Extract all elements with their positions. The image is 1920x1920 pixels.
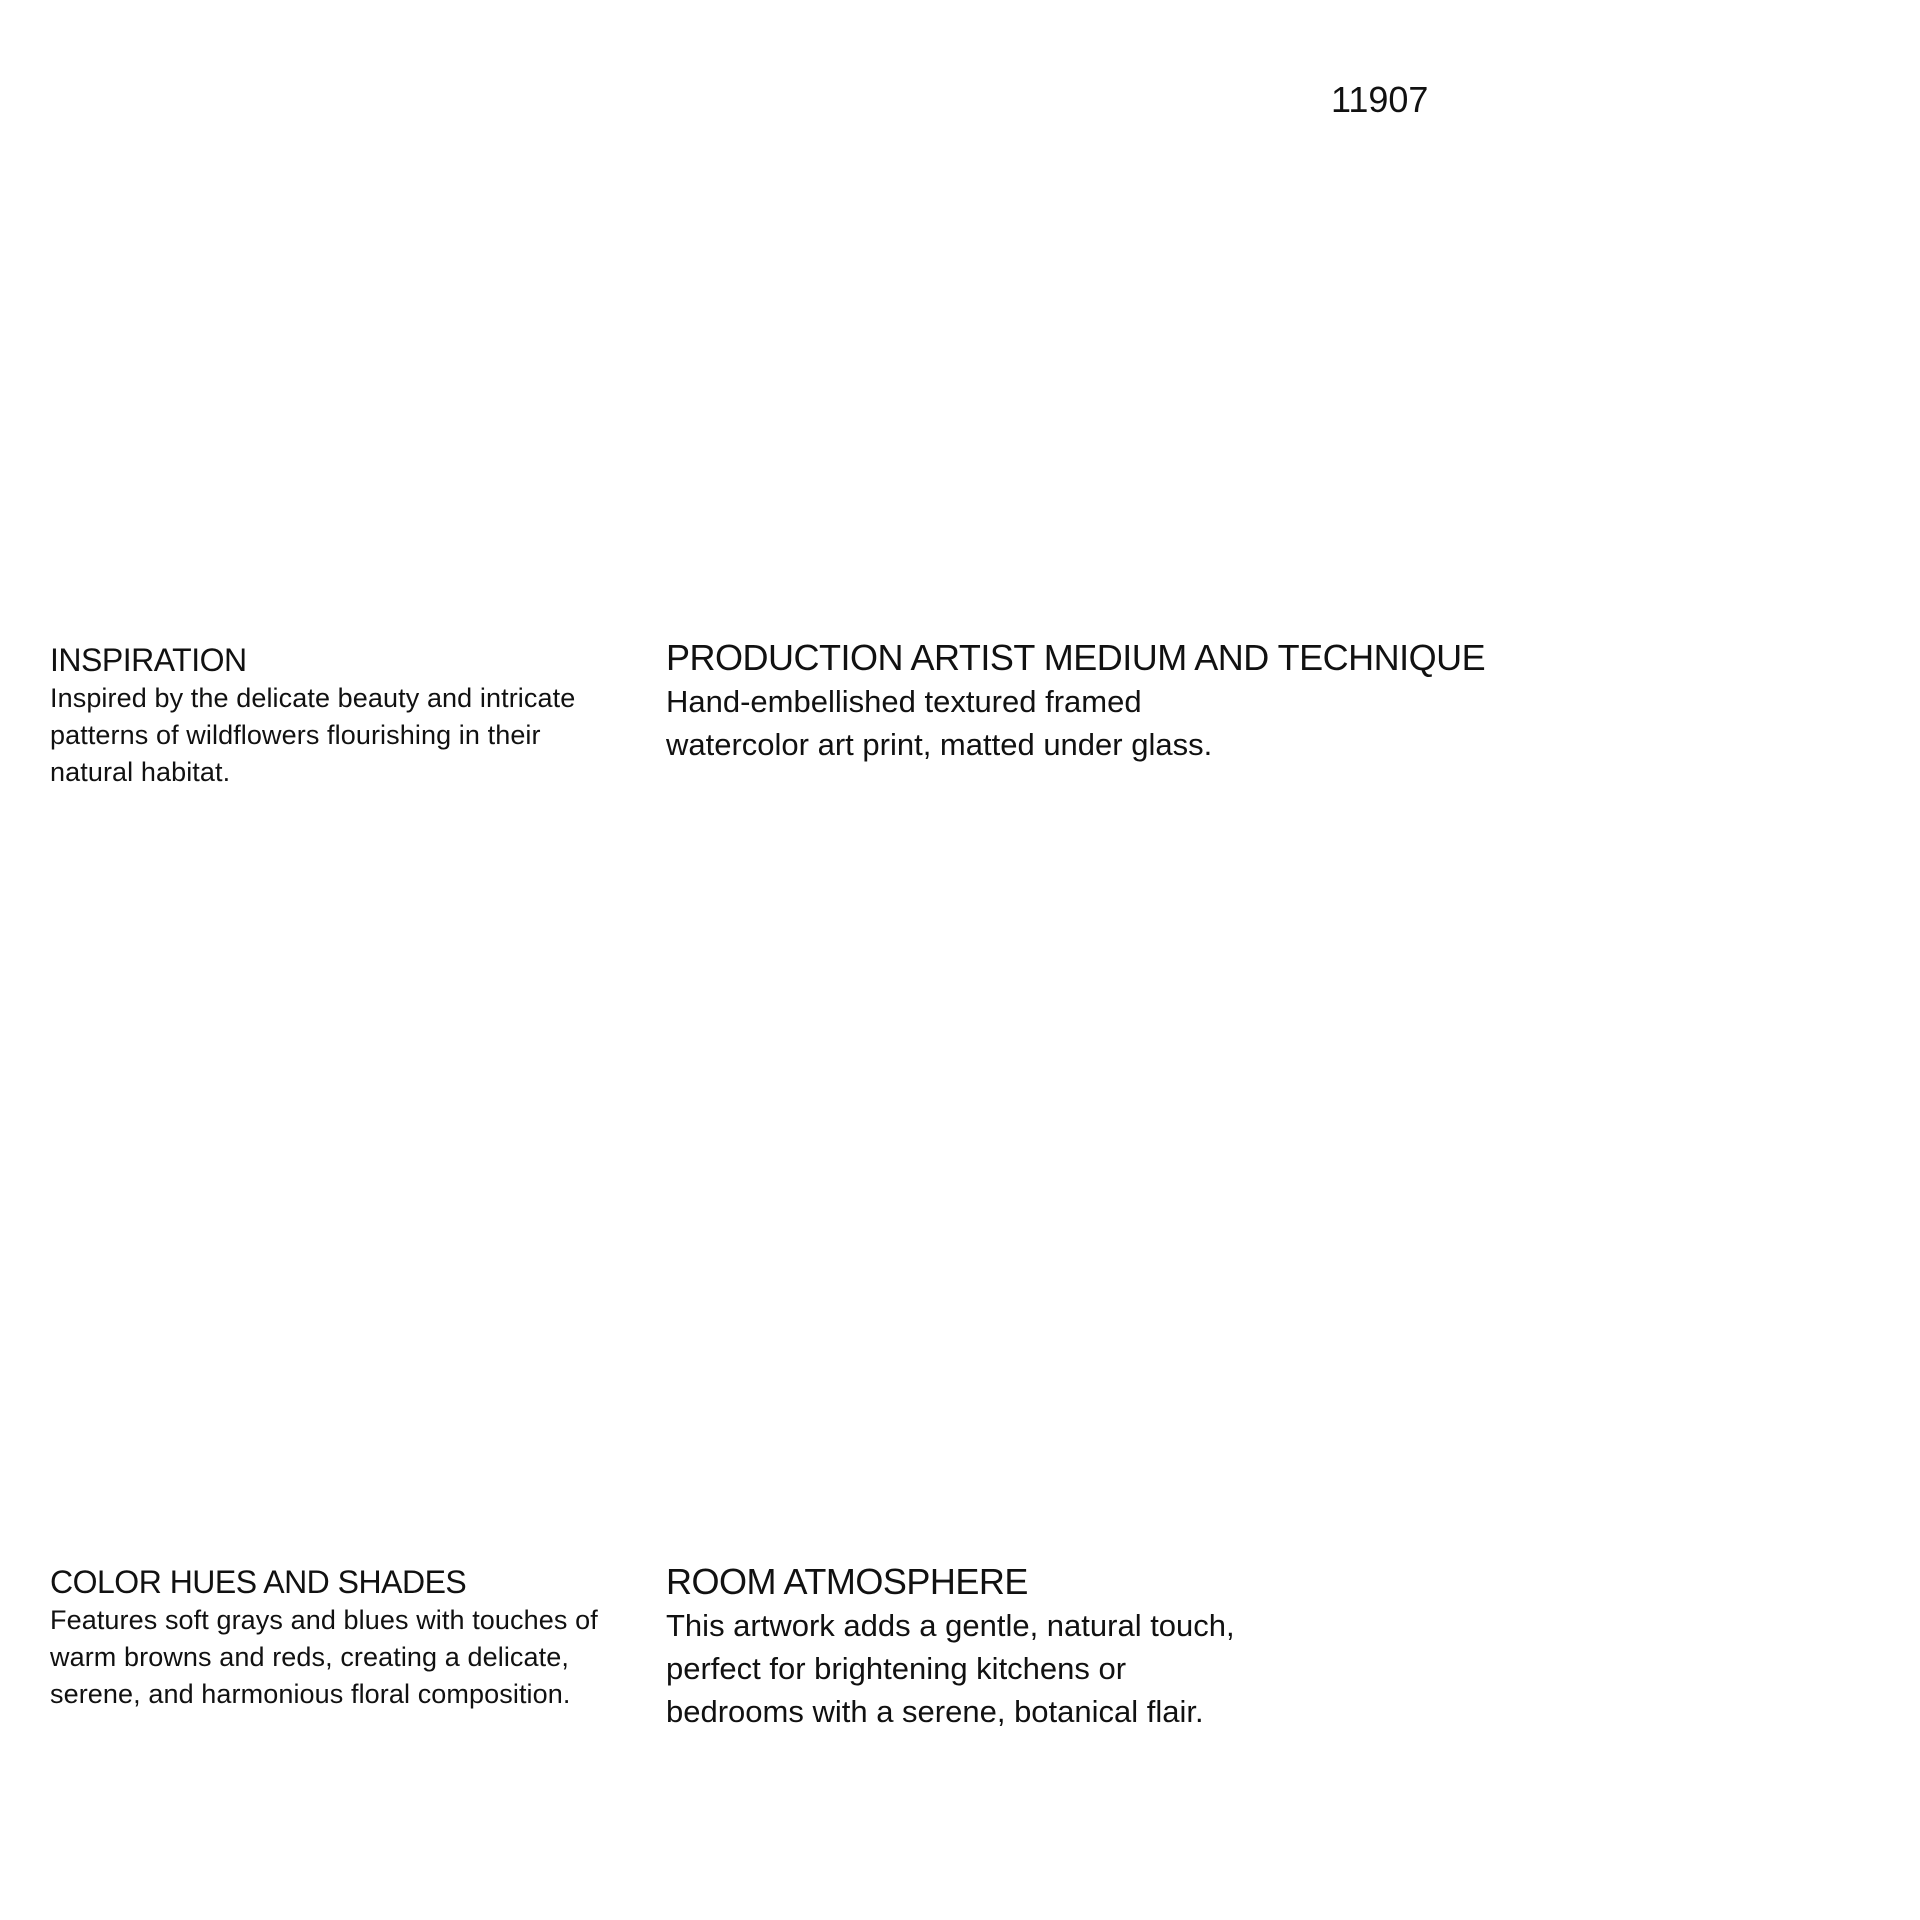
document-number: 11907 xyxy=(1331,79,1429,120)
inspiration-text: Inspired by the delicate beauty and intricate patterns of wildflowers flourishing in their natural habitat. xyxy=(50,683,576,787)
room-atmosphere-section xyxy=(666,1560,1246,1733)
inspiration-section xyxy=(50,640,630,791)
room-atmosphere-text: This artwork adds a gentle, natural touch, perfect for brightening kitchens or bedrooms with a serene, botanical flair. xyxy=(666,1608,1235,1729)
production-technique-section xyxy=(666,636,1506,766)
production-technique-text: Hand-embellished textured framed watercolor art print, matted under glass. xyxy=(666,684,1213,762)
production-technique-heading: PRODUCTION ARTIST MEDIUM AND TECHNIQUE xyxy=(666,637,1486,678)
color-hues-text: Features soft grays and blues with touches of warm browns and reds, creating a delicate, serene, and harmonious floral composition. xyxy=(50,1605,598,1709)
room-atmosphere-heading: ROOM ATMOSPHERE xyxy=(666,1561,1028,1602)
color-hues-heading: COLOR HUES AND SHADES xyxy=(50,1564,467,1600)
color-hues-section xyxy=(50,1562,630,1713)
inspiration-heading: INSPIRATION xyxy=(50,642,247,678)
